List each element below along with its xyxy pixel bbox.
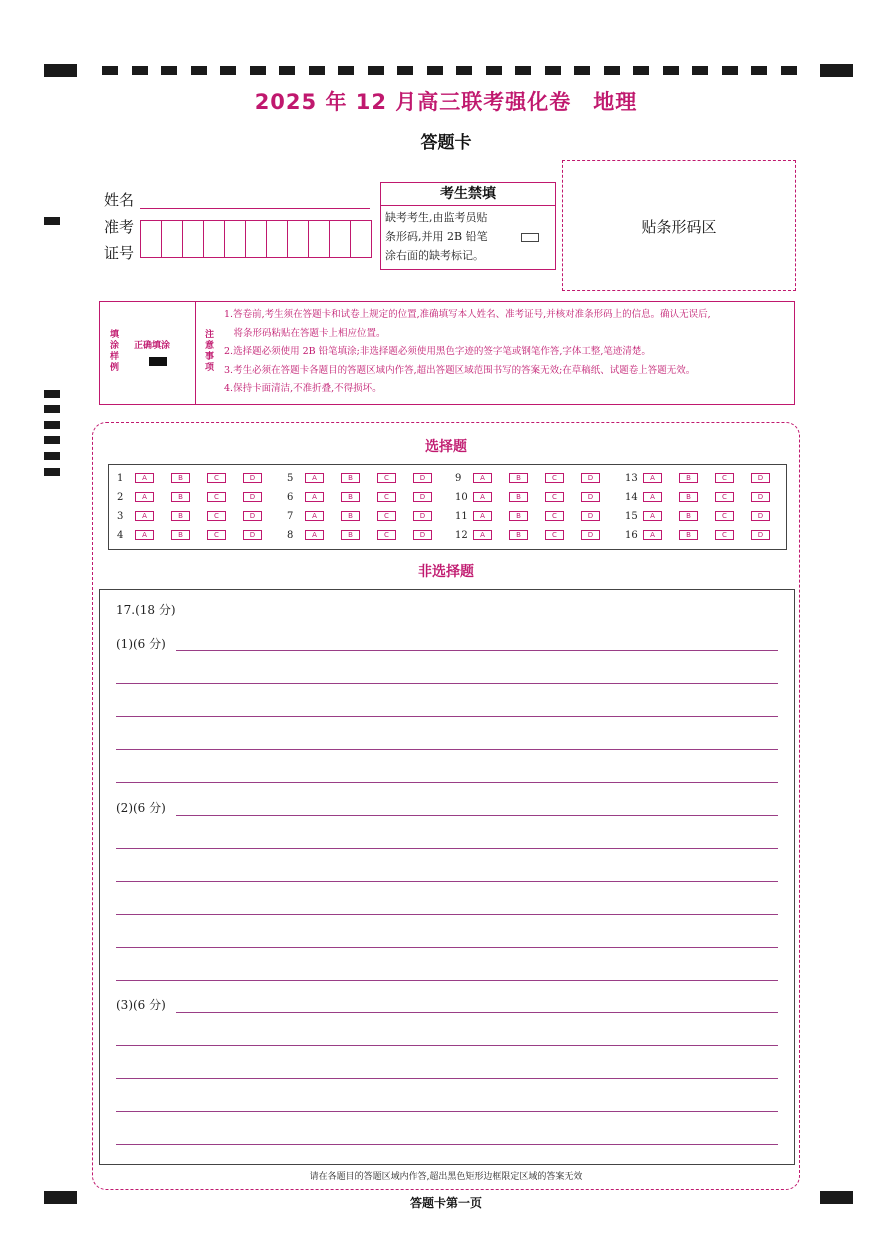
timing-mark [486, 66, 502, 75]
notice-label: 注意事项 [205, 330, 215, 373]
mcq-question [625, 490, 787, 504]
mcq-number: 4 [117, 529, 124, 541]
question-17-label: 17.(18 分) [116, 603, 176, 617]
answer-line[interactable] [116, 1144, 778, 1145]
mcq-question [625, 471, 787, 485]
mcq-question [625, 509, 787, 523]
notice-item: 4.保持卡面清洁,不准折叠,不得损坏。 [224, 383, 382, 394]
mcq-option-bubble[interactable]: C [377, 492, 396, 502]
mcq-option-bubble[interactable]: D [581, 511, 600, 521]
part-2-label: (2)(6 分) [116, 801, 166, 815]
filled-example-mark [149, 357, 167, 366]
mcq-number: 16 [625, 529, 638, 541]
mcq-question [455, 490, 617, 504]
fill-example-panel [100, 302, 196, 404]
mcq-option-bubble[interactable]: D [243, 511, 262, 521]
mcq-question [625, 528, 787, 542]
timing-mark [44, 64, 77, 77]
correct-fill-label: 正确填涂 [134, 341, 171, 351]
mcq-number: 7 [287, 510, 294, 522]
timing-mark [338, 66, 354, 75]
mcq-option-bubble[interactable]: D [413, 492, 432, 502]
mcq-option-bubble[interactable]: B [341, 511, 360, 521]
mcq-option-bubble[interactable]: A [135, 492, 154, 502]
mcq-option-bubble[interactable]: B [171, 530, 190, 540]
mcq-option-bubble[interactable]: C [545, 511, 564, 521]
mcq-option-bubble[interactable]: A [643, 492, 662, 502]
open-title: 非选择题 [418, 564, 474, 580]
mcq-question [117, 509, 279, 523]
mcq-title: 选择题 [425, 439, 467, 455]
mcq-number: 2 [117, 491, 124, 503]
timing-mark [368, 66, 384, 75]
mcq-option-bubble[interactable]: A [643, 530, 662, 540]
mcq-number: 5 [287, 472, 294, 484]
part-3-label: (3)(6 分) [116, 998, 166, 1012]
name-field[interactable] [140, 208, 370, 209]
answer-line[interactable] [116, 947, 778, 948]
mcq-option-bubble[interactable]: A [473, 530, 492, 540]
mcq-box [108, 464, 787, 550]
mcq-option-bubble[interactable]: A [135, 511, 154, 521]
answer-line[interactable] [116, 980, 778, 981]
timing-mark [309, 66, 325, 75]
timing-mark [44, 405, 60, 413]
mcq-option-bubble[interactable]: C [545, 492, 564, 502]
mcq-option-bubble[interactable]: B [509, 511, 528, 521]
mcq-option-bubble[interactable]: A [643, 473, 662, 483]
mcq-option-bubble[interactable]: C [715, 473, 734, 483]
answer-line[interactable] [116, 881, 778, 882]
mcq-option-bubble[interactable]: B [509, 530, 528, 540]
mcq-option-bubble[interactable]: B [171, 473, 190, 483]
mcq-question [455, 471, 617, 485]
answer-line[interactable] [116, 848, 778, 849]
timing-mark [44, 217, 60, 225]
page-subtitle: 答题卡 [420, 133, 472, 153]
footer-warning: 请在各题目的答题区域内作答,超出黑色矩形边框限定区域的答案无效 [309, 1172, 583, 1182]
mcq-option-bubble[interactable]: D [413, 473, 432, 483]
absent-title: 考生禁填 [381, 183, 555, 206]
mcq-number: 3 [117, 510, 124, 522]
mcq-number: 13 [625, 472, 638, 484]
mcq-question [287, 509, 449, 523]
timing-mark [161, 66, 177, 75]
mcq-question [117, 490, 279, 504]
mcq-option-bubble[interactable]: A [305, 511, 324, 521]
mcq-number: 15 [625, 510, 638, 522]
timing-mark [692, 66, 708, 75]
mcq-question [287, 490, 449, 504]
notice-item: 2.选择题必须使用 2B 铅笔填涂;非选择题必须使用黑色字迹的签字笔或钢笔作答,字体工整,笔迹清楚。 [224, 346, 651, 357]
mcq-number: 11 [455, 510, 468, 522]
timing-mark [250, 66, 266, 75]
timing-mark [722, 66, 738, 75]
notice-item: 1.答卷前,考生须在答题卡和试卷上规定的位置,准确填写本人姓名、准考证号,并核对准条形码上的信息。确认无误后, [224, 309, 711, 320]
mcq-number: 6 [287, 491, 294, 503]
mcq-option-bubble[interactable]: C [377, 511, 396, 521]
mcq-option-bubble[interactable]: A [473, 473, 492, 483]
mcq-number: 12 [455, 529, 468, 541]
mcq-option-bubble[interactable]: C [207, 530, 226, 540]
mcq-option-bubble[interactable]: D [413, 530, 432, 540]
mcq-question [287, 528, 449, 542]
mcq-option-bubble[interactable]: C [715, 530, 734, 540]
timing-mark [44, 421, 60, 429]
part-1-label: (1)(6 分) [116, 637, 166, 651]
timing-mark [751, 66, 767, 75]
answer-line[interactable] [116, 1111, 778, 1112]
mcq-option-bubble[interactable]: A [135, 473, 154, 483]
answer-line[interactable] [176, 1012, 778, 1013]
mcq-option-bubble[interactable]: D [413, 511, 432, 521]
timing-mark [220, 66, 236, 75]
exam-id-boxes[interactable] [140, 220, 372, 258]
mcq-option-bubble[interactable]: B [341, 473, 360, 483]
timing-mark [44, 468, 60, 476]
notice-item: 将条形码粘贴在答题卡上相应位置。 [224, 327, 386, 339]
mcq-question [117, 471, 279, 485]
absent-mark-box[interactable] [521, 233, 539, 242]
timing-mark [663, 66, 679, 75]
mcq-option-bubble[interactable]: D [751, 511, 770, 521]
mcq-option-bubble[interactable]: D [581, 492, 600, 502]
absent-text-1: 缺考考生,由监考员贴 [385, 211, 488, 224]
mcq-option-bubble[interactable]: B [171, 492, 190, 502]
timing-mark [427, 66, 443, 75]
absent-text-3: 涂右面的缺考标记。 [385, 249, 484, 262]
mcq-option-bubble[interactable]: D [243, 530, 262, 540]
timing-mark [191, 66, 207, 75]
notice-box [99, 301, 795, 405]
page-number: 答题卡第一页 [409, 1196, 482, 1210]
mcq-question [117, 528, 279, 542]
absent-text-2: 条形码,并用 2B 铅笔 [385, 230, 488, 243]
mcq-option-bubble[interactable]: D [243, 473, 262, 483]
answer-line[interactable] [176, 815, 778, 816]
answer-line[interactable] [116, 1045, 778, 1046]
mcq-option-bubble[interactable]: B [341, 492, 360, 502]
mcq-option-bubble[interactable]: C [207, 511, 226, 521]
timing-mark [781, 66, 797, 75]
answer-line[interactable] [116, 716, 778, 717]
answer-line[interactable] [116, 1078, 778, 1079]
mcq-question [287, 471, 449, 485]
absent-box [380, 182, 556, 270]
mcq-option-bubble[interactable]: B [679, 511, 698, 521]
mcq-option-bubble[interactable]: C [545, 530, 564, 540]
timing-mark [279, 66, 295, 75]
mcq-option-bubble[interactable]: B [509, 492, 528, 502]
mcq-option-bubble[interactable]: A [643, 511, 662, 521]
mcq-option-bubble[interactable]: C [207, 492, 226, 502]
fill-example-label: 填涂样例 [110, 330, 120, 373]
mcq-option-bubble[interactable]: D [751, 492, 770, 502]
timing-mark [102, 66, 118, 75]
id-label-1: 准考 [104, 218, 135, 236]
mcq-option-bubble[interactable]: B [679, 492, 698, 502]
answer-line[interactable] [116, 782, 778, 783]
mcq-option-bubble[interactable]: B [341, 530, 360, 540]
timing-mark [574, 66, 590, 75]
mcq-option-bubble[interactable]: B [171, 511, 190, 521]
barcode-label: 贴条形码区 [641, 218, 717, 236]
mcq-option-bubble[interactable]: A [135, 530, 154, 540]
mcq-question [455, 528, 617, 542]
mcq-option-bubble[interactable]: A [305, 473, 324, 483]
mcq-option-bubble[interactable]: C [377, 473, 396, 483]
mcq-option-bubble[interactable]: A [305, 492, 324, 502]
answer-line[interactable] [176, 650, 778, 651]
timing-mark [44, 390, 60, 398]
mcq-option-bubble[interactable]: D [581, 530, 600, 540]
timing-mark [545, 66, 561, 75]
mcq-option-bubble[interactable]: D [243, 492, 262, 502]
answer-line[interactable] [116, 683, 778, 684]
mcq-option-bubble[interactable]: B [679, 473, 698, 483]
timing-mark [456, 66, 472, 75]
mcq-option-bubble[interactable]: C [207, 473, 226, 483]
mcq-option-bubble[interactable]: C [715, 511, 734, 521]
mcq-number: 9 [455, 472, 462, 484]
mcq-number: 8 [287, 529, 294, 541]
mcq-option-bubble[interactable]: D [751, 530, 770, 540]
barcode-area [562, 160, 796, 291]
mcq-number: 10 [455, 491, 468, 503]
mcq-question [455, 509, 617, 523]
notice-list [224, 306, 711, 399]
notice-item: 3.考生必须在答题卡各题目的答题区域内作答,超出答题区域范围书写的答案无效;在草稿纸、试题卷上答题无效。 [224, 364, 696, 376]
mcq-option-bubble[interactable]: D [751, 473, 770, 483]
mcq-number: 14 [625, 491, 638, 503]
page-title: 2025 年 12 月高三联考强化卷 地理 [254, 90, 638, 114]
mcq-option-bubble[interactable]: A [473, 511, 492, 521]
mcq-option-bubble[interactable]: C [377, 530, 396, 540]
timing-mark [633, 66, 649, 75]
answer-line[interactable] [116, 914, 778, 915]
mcq-option-bubble[interactable]: C [545, 473, 564, 483]
answer-line[interactable] [116, 749, 778, 750]
mcq-option-bubble[interactable]: A [473, 492, 492, 502]
mcq-option-bubble[interactable]: B [509, 473, 528, 483]
mcq-option-bubble[interactable]: C [715, 492, 734, 502]
timing-mark [820, 64, 853, 77]
mcq-option-bubble[interactable]: B [679, 530, 698, 540]
mcq-option-bubble[interactable]: D [581, 473, 600, 483]
timing-mark [132, 66, 148, 75]
mcq-number: 1 [117, 472, 124, 484]
timing-mark [397, 66, 413, 75]
id-label-2: 证号 [104, 244, 135, 262]
timing-mark [604, 66, 620, 75]
name-label: 姓名 [104, 191, 135, 209]
timing-mark [515, 66, 531, 75]
mcq-option-bubble[interactable]: A [305, 530, 324, 540]
